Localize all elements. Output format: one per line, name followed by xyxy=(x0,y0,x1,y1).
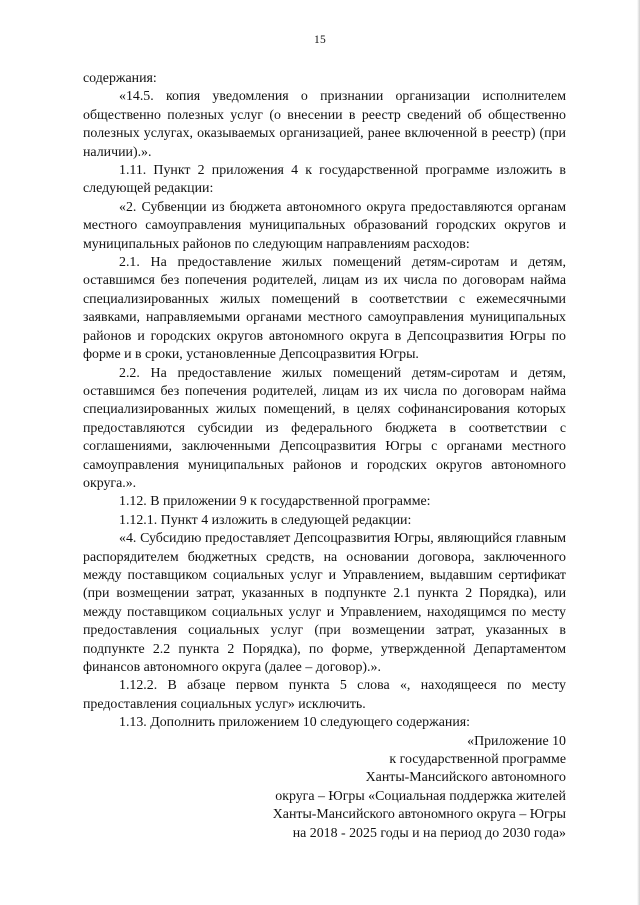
appendix-line: Ханты-Мансийского автономного xyxy=(365,770,566,786)
appendix-line: «Приложение 10 xyxy=(467,733,566,749)
appendix-line: к государственной программе xyxy=(389,752,566,768)
appendix-header xyxy=(83,733,566,843)
paragraph: 1.11. Пункт 2 приложения 4 к государственной программе изложить в следующей редакции: xyxy=(83,163,566,197)
paragraph: 2.2. На предоставление жилых помещений детям-сиротам и детям, оставшимся без попечения родителей, лицам из их числа по договорам найма специализированных жилых помещений, в целях софинансирования которых предоставляются субсидии из федерального бюджета в соответствии с соглашениями, заключенными Депсоцразвития Югры с органами местного самоуправления муниципальных районов и городских округов автономного округа.». xyxy=(83,365,566,491)
appendix-line: Ханты-Мансийского автономного округа – Югры xyxy=(272,807,566,823)
paragraph: 2.1. На предоставление жилых помещений детям-сиротам и детям, оставшимся без попечения родителей, лицам из их числа по договорам найма специализированных жилых помещений в соответствии с ежемесячными заявками, направляемыми органами местного самоуправления муниципальных районов и городских округов автономного округа в Депсоцразвития Югры по форме и в сроки, установленные Депсоцразвития Югры. xyxy=(83,255,566,363)
paragraph: 1.12.1. Пункт 4 изложить в следующей редакции: xyxy=(119,512,412,528)
paragraph-list xyxy=(83,70,566,733)
paragraph: 1.13. Дополнить приложением 10 следующего содержания: xyxy=(119,715,470,731)
appendix-line: на 2018 - 2025 годы и на период до 2030 года» xyxy=(292,825,566,841)
appendix-line: округа – Югры «Социальная поддержка жителей xyxy=(275,788,566,804)
page-number: 15 xyxy=(314,34,326,46)
paragraph: «4. Субсидию предоставляет Депсоцразвития Югры, являющийся главным распорядителем бюджетных средств, на основании договора, заключенного между поставщиком социальных услуг и Управлением, выдавшим сертификат (при возмещении затрат, указанных в подпункте 2.1 пункта 2 Порядка), или между поставщиком социальных услуг и Управлением, находящимся по месту предоставления социальных услуг (при возмещении затрат, указанных в подпункте 2.2 пункта 2 Порядка), по форме, утвержденной Департаментом финансов автономного округа (далее – договор).». xyxy=(83,531,566,675)
paragraph: «2. Субвенции из бюджета автономного округа предоставляются органам местного самоуправления муниципальных образований городских округов и муниципальных районов по следующим направлениям расходов: xyxy=(83,199,566,252)
document-body xyxy=(83,70,566,843)
paragraph: 1.12. В приложении 9 к государственной программе: xyxy=(119,494,431,510)
paragraph: «14.5. копия уведомления о признании организации исполнителем общественно полезных услуг (о внесении в реестр сведений об общественно полезных услугах, оказываемых организацией, ранее включенной в реестр) (при наличии).». xyxy=(83,89,566,160)
paragraph: содержания: xyxy=(83,71,157,86)
paragraph: 1.12.2. В абзаце первом пункта 5 слова «, находящееся по месту предоставления социальных услуг» исключить. xyxy=(83,678,566,712)
